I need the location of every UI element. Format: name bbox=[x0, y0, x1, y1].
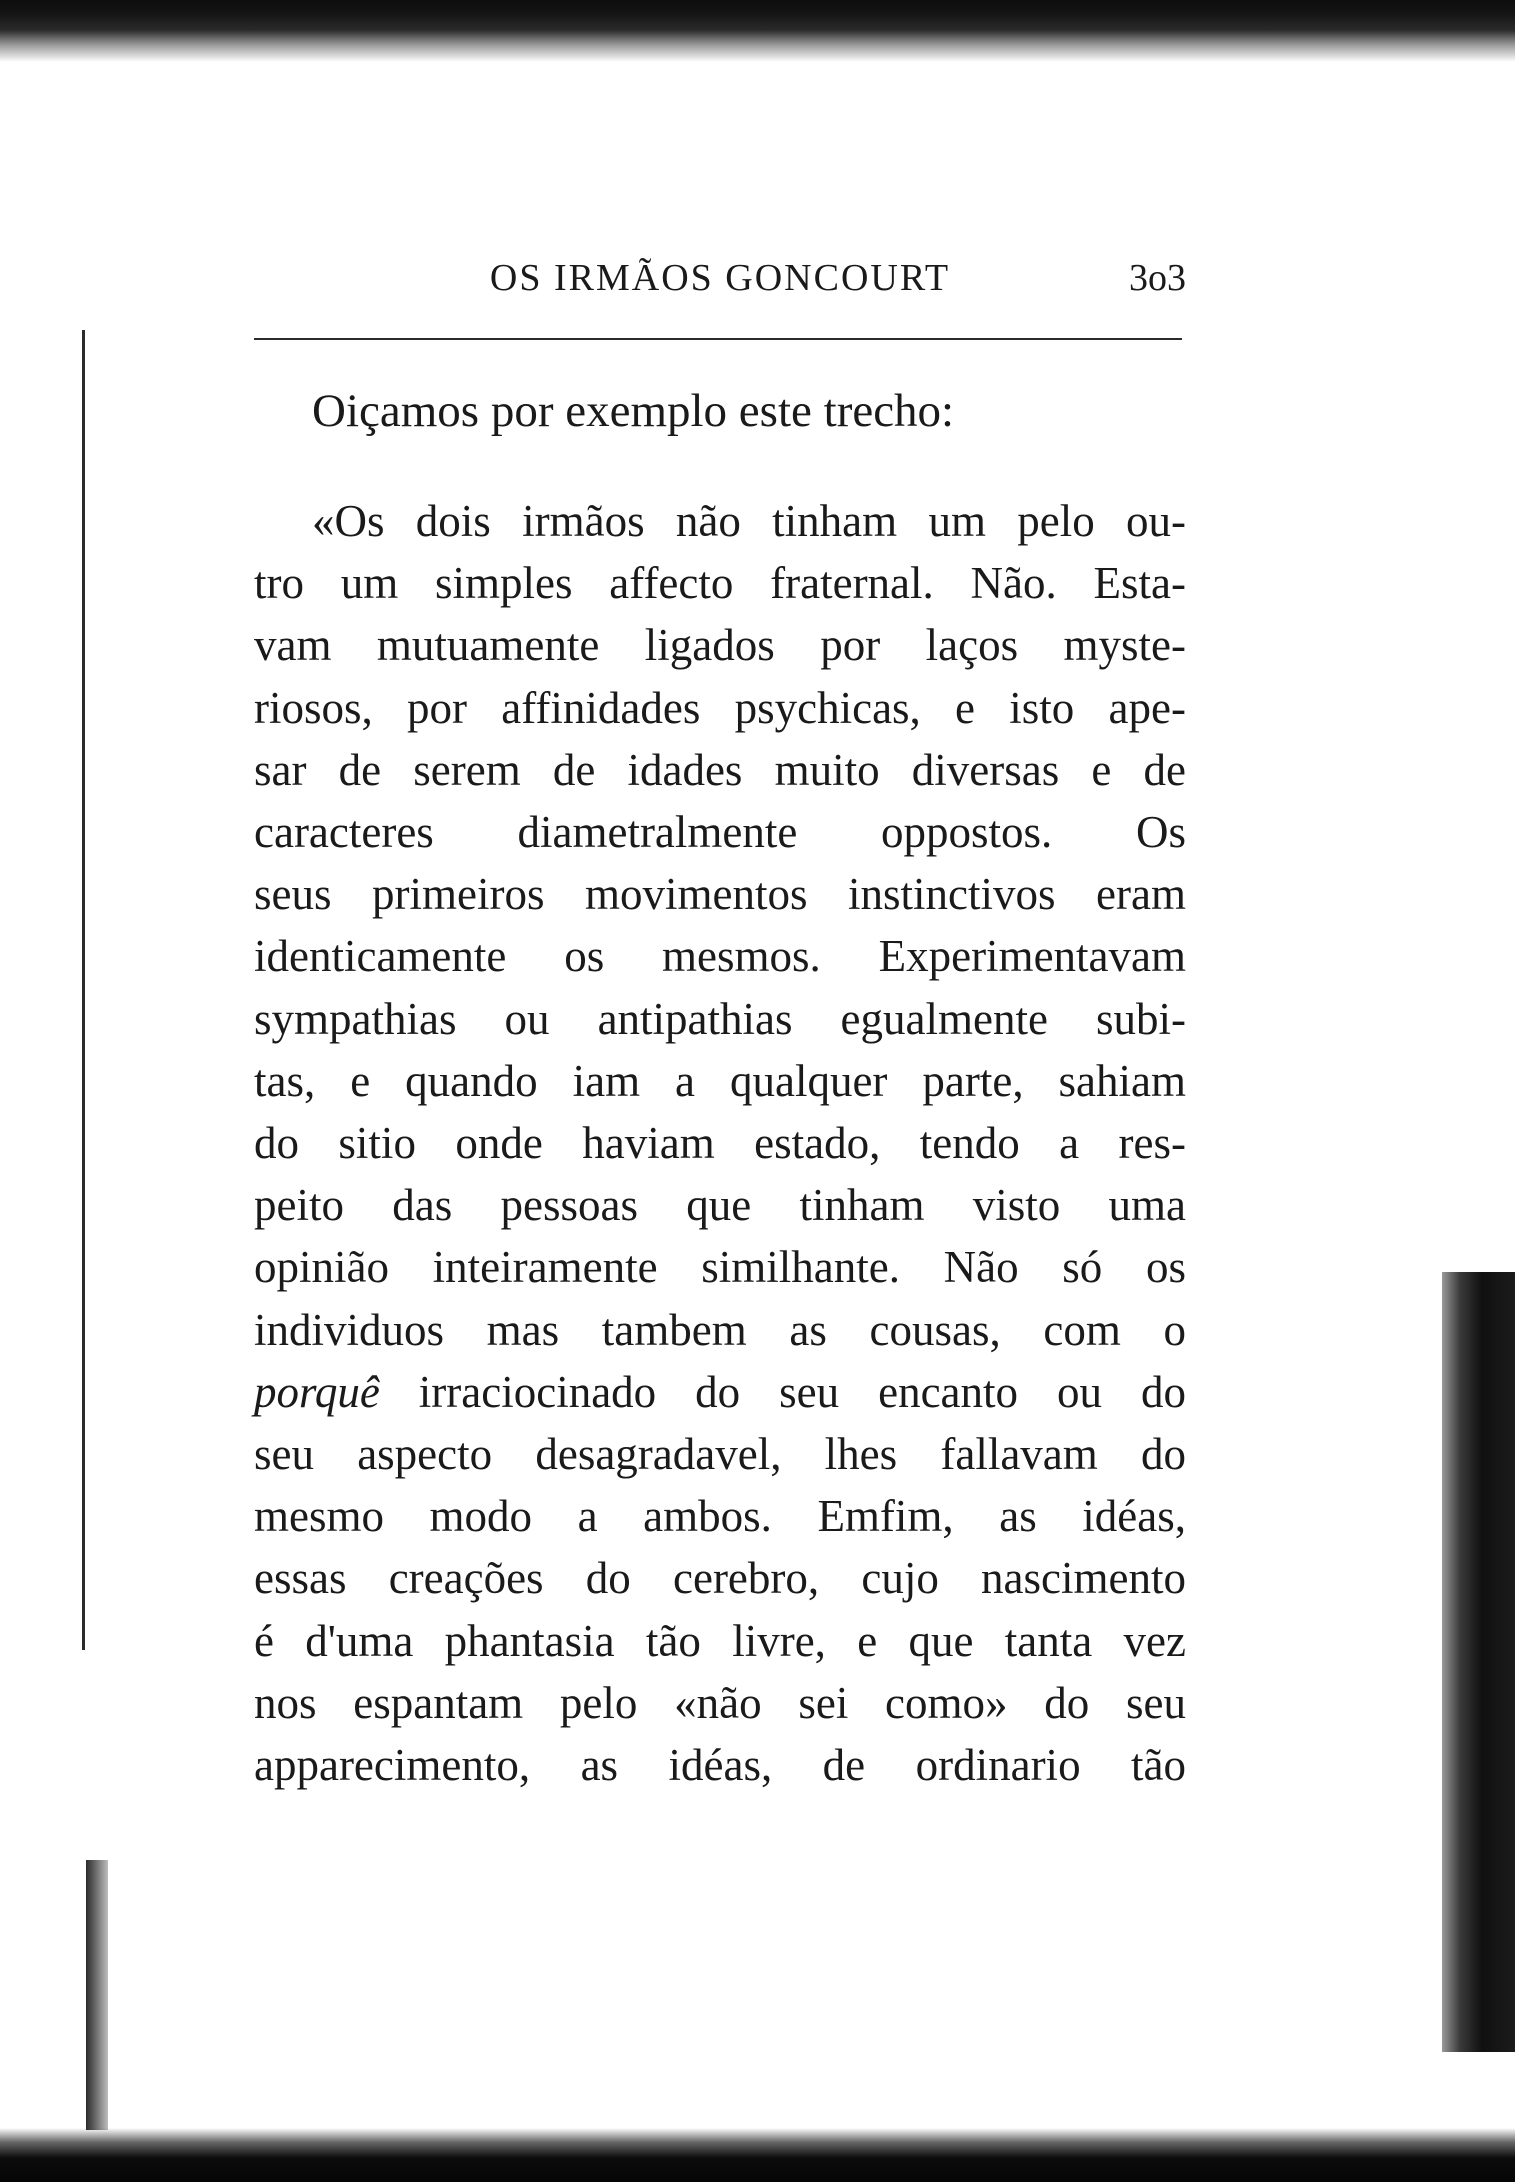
text-line: vam mutuamente ligados por laços myste- bbox=[254, 620, 1186, 671]
text-line: nos espantam pelo «não sei como» do seu bbox=[254, 1677, 1186, 1728]
text-line: mesmo modo a ambos. Emfim, as idéas, bbox=[254, 1491, 1186, 1542]
line-rest: irraciocinado do seu encanto ou do bbox=[379, 1366, 1186, 1417]
text-line: «Os dois irmãos não tinham um pelo ou- bbox=[312, 496, 1186, 546]
scan-top-edge bbox=[0, 0, 1515, 62]
text-line: opinião inteiramente similhante. Não só os bbox=[254, 1242, 1186, 1293]
text-line: tro um simples affecto fraternal. Não. Esta- bbox=[254, 558, 1186, 609]
text-line: identicamente os mesmos. Experimentavam bbox=[254, 931, 1186, 982]
text-line: individuos mas tambem as cousas, com o bbox=[254, 1304, 1186, 1355]
quote-paragraph bbox=[254, 490, 1186, 1796]
italic-word: porquê bbox=[254, 1366, 380, 1417]
book-page bbox=[254, 250, 1186, 1796]
intro-paragraph: Oiçamos por exemplo este trecho: bbox=[312, 385, 955, 437]
text-line: é d'uma phantasia tão livre, e que tanta vez bbox=[254, 1615, 1186, 1666]
text-line: sympathias ou antipathias egualmente subi- bbox=[254, 993, 1186, 1044]
header-rule bbox=[254, 338, 1182, 340]
text-line: apparecimento, as idéas, de ordinario tão bbox=[254, 1740, 1186, 1791]
text-line: seu aspecto desagradavel, lhes fallavam do bbox=[254, 1429, 1186, 1480]
text-line: seus primeiros movimentos instinctivos eram bbox=[254, 869, 1186, 920]
page-number: 3o3 bbox=[1129, 257, 1186, 299]
text-line: essas creações do cerebro, cujo nascimento bbox=[254, 1553, 1186, 1604]
scan-bottom-edge bbox=[0, 2128, 1515, 2182]
text-line: peito das pessoas que tinham visto uma bbox=[254, 1180, 1186, 1231]
running-title: OS IRMÃOS GONCOURT bbox=[489, 257, 951, 299]
scan-left-shadow bbox=[86, 1860, 108, 2130]
text-line-mixed bbox=[254, 1361, 1186, 1423]
text-line: sar de serem de idades muito diversas e de bbox=[254, 744, 1186, 795]
text-line: riosos, por affinidades psychicas, e isto ape- bbox=[254, 682, 1186, 733]
text-line: caracteres diametralmente oppostos. Os bbox=[254, 807, 1186, 858]
text-line: tas, e quando iam a qualquer parte, sahiam bbox=[254, 1055, 1186, 1106]
text-line: do sitio onde haviam estado, tendo a res- bbox=[254, 1118, 1186, 1169]
scan-right-edge bbox=[1442, 1272, 1515, 2052]
running-head bbox=[254, 250, 1186, 316]
scan-left-edge bbox=[82, 330, 85, 1650]
